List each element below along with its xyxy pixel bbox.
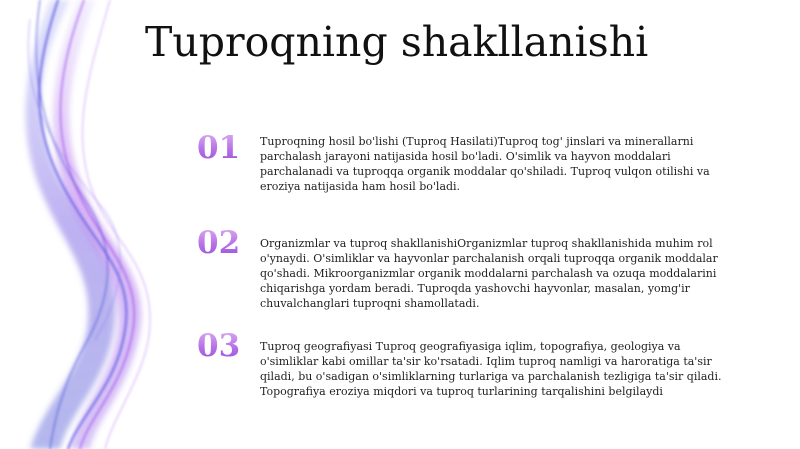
item-number: 01 [197,130,241,166]
item-text: Tuproqning hosil bo'lishi (Tuproq Hasilati)Tuproq tog' jinslari va minerallarni parchalash jarayoni natijasida hosil bo'ladi. O'simlik va hayvon moddalari parchalanadi va tuproqqa organik moddalar qo'shiladi. Tuproq vulqon otilishi va eroziya natijasida ham hosil bo'ladi. [260,135,710,193]
item-number: 03 [197,328,241,364]
item-text: Tuproq geografiyasi Tuproq geografiyasiga iqlim, topografiya, geologiya va o'simliklar kabi omillar ta'sir ko'rsatadi. Iqlim tuproq namligi va haroratiga ta'sir qiladi, bu o'sadigan o'simliklarning turlariga va parchalanish tezligiga ta'sir qiladi. Topografiya eroziya miqdori va tuproq turlarining tarqalishini belgilaydi [260,340,722,398]
smoke-ribbon-decoration [0,0,220,449]
item-text: Organizmlar va tuproq shakllanishiOrganizmlar tuproq shakllanishida muhim rol o'ynaydi. O'simliklar va hayvonlar parchalanish orqali tuproqqa organik moddalar qo'shadi. Mikroorganizmlar organik moddalarni parchalash va ozuqa moddalarini chiqarishga yordam beradi. Tuproqda yashovchi hayvonlar, masalan, yomg'ir chuvalchanglari tuproqni shamollatadi. [260,237,718,310]
item-number: 02 [197,225,241,261]
slide-title: Tuproqning shakllanishi [145,18,649,66]
